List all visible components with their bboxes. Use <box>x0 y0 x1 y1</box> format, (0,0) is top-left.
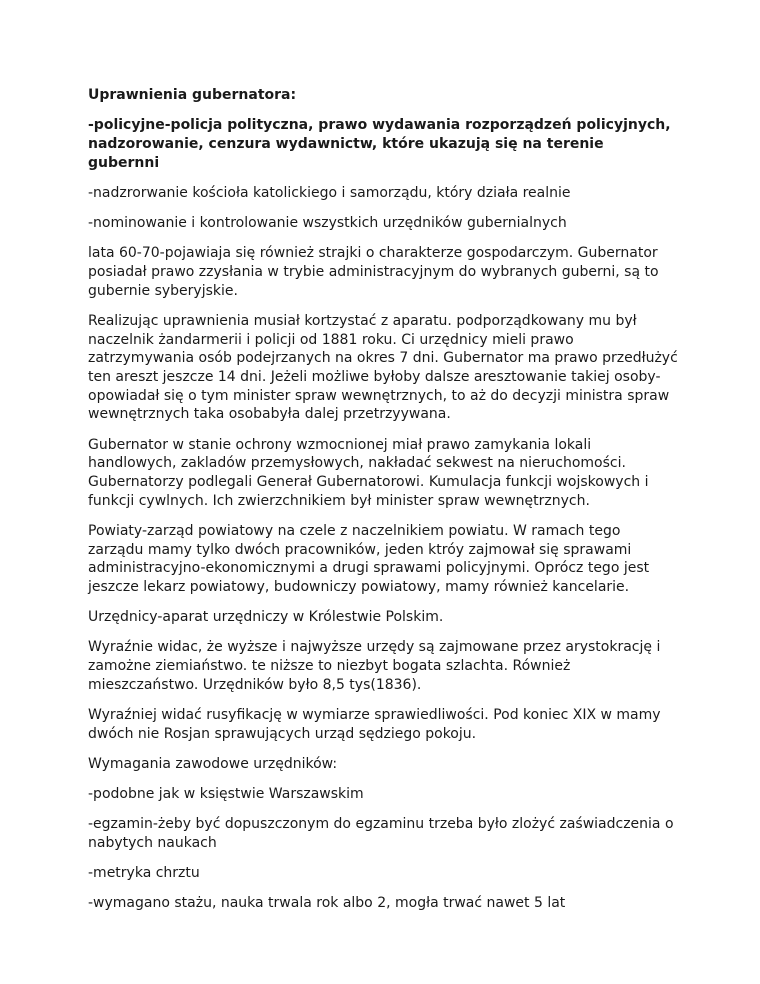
paragraph-church-supervision: -nadzrorwanie kościoła katolickiego i samorządu, który działa realnie <box>88 184 571 201</box>
paragraph-districts: Powiaty-zarząd powiatowy na czele z naczelnikiem powiatu. W ramach tego zarządu mamy tylko dwóch pracowników, jeden ktróy zajmował się sprawami administracyjno-ekonomicznymi a drugi sprawami policyjnymi. Oprócz tego jest jeszcze lekarz powiatowy, budowniczy powiatowy, mamy również kancelarie. <box>88 522 650 595</box>
paragraph-russification: Wyraźniej widać rusyfikację w wymiarze sprawiedliwości. Pod koniec XIX w mamy dwóch nie Rosjan sprawujących urząd sędziego pokoju. <box>88 706 661 742</box>
list-item-internship: -wymagano stażu, nauka trwala rok albo 2, mogła trwać nawet 5 lat <box>88 895 566 912</box>
paragraph-protection-state: Gubernator w stanie ochrony wzmocnionej miał prawo zamykania lokali handlowych, zakladów przemysłowych, nakładać sekwest na nieruchomości. Gubernatorzy podlegali Generał Gubernatorowi. Kumulacja funkcji wojskowych i funkcji cywlnych. Ich zwierzchnikiem był minister spraw wewnętrznych. <box>88 436 649 509</box>
paragraph-nomination: -nominowanie i kontrolowanie wszystkich urzędników gubernialnych <box>88 215 567 232</box>
paragraph-officials: Urzędnicy-aparat urzędniczy w Królestwie Polskim. <box>88 609 444 626</box>
list-item-exam: -egzamin-żeby być dopuszczonym do egzaminu trzeba było zlożyć zaświadczenia o nabytych naukach <box>88 816 674 851</box>
document-heading: Uprawnienia gubernatora: <box>88 87 297 103</box>
document-page <box>88 86 678 925</box>
paragraph-requirements-heading: Wymagania zawodowe urzędników: <box>88 755 338 772</box>
paragraph-aristocracy: Wyraźnie widac, że wyższe i najwyższe urzędy są zajmowane przez arystokrację i zamożne ziemiaństwo. te niższe to niezbyt bogata szlachta. Również mieszczaństwo. Urzędników było 8,5 tys(1836). <box>88 639 661 693</box>
list-item-similar: -podobne jak w księstwie Warszawskim <box>88 786 364 803</box>
paragraph-police-powers: -policyjne-policja polityczna, prawo wydawania rozporządzeń policyjnych, nadzorowanie, cenzura wydawnictw, które ukazują się na terenie gubernni <box>88 117 671 171</box>
paragraph-strikes: lata 60-70-pojawiaja się również strajki o charakterze gospodarczym. Gubernator posiadał prawo zzysłania w trybie administracyjnym do wybranych guberni, są to gubernie syberyjskie. <box>88 245 659 299</box>
list-item-baptism: -metryka chrztu <box>88 865 200 882</box>
paragraph-apparatus: Realizując uprawnienia musiał kortzystać z aparatu. podporządkowany mu był naczelnik żandarmerii i policji od 1881 roku. Ci urzędnicy mieli prawo zatrzymywania osób podejrzanych na okres 7 dni. Gubernator ma prawo przedłużyć ten areszt jeszcze 14 dni. Jeżeli możliwe byłoby dalsze aresztowanie takiej osoby-opowiadał się o tym minister spraw wewnętrznych, to aż do decyzji ministra spraw wewnętrznych taka osobabyła dalej przetrzyywana. <box>88 312 678 423</box>
